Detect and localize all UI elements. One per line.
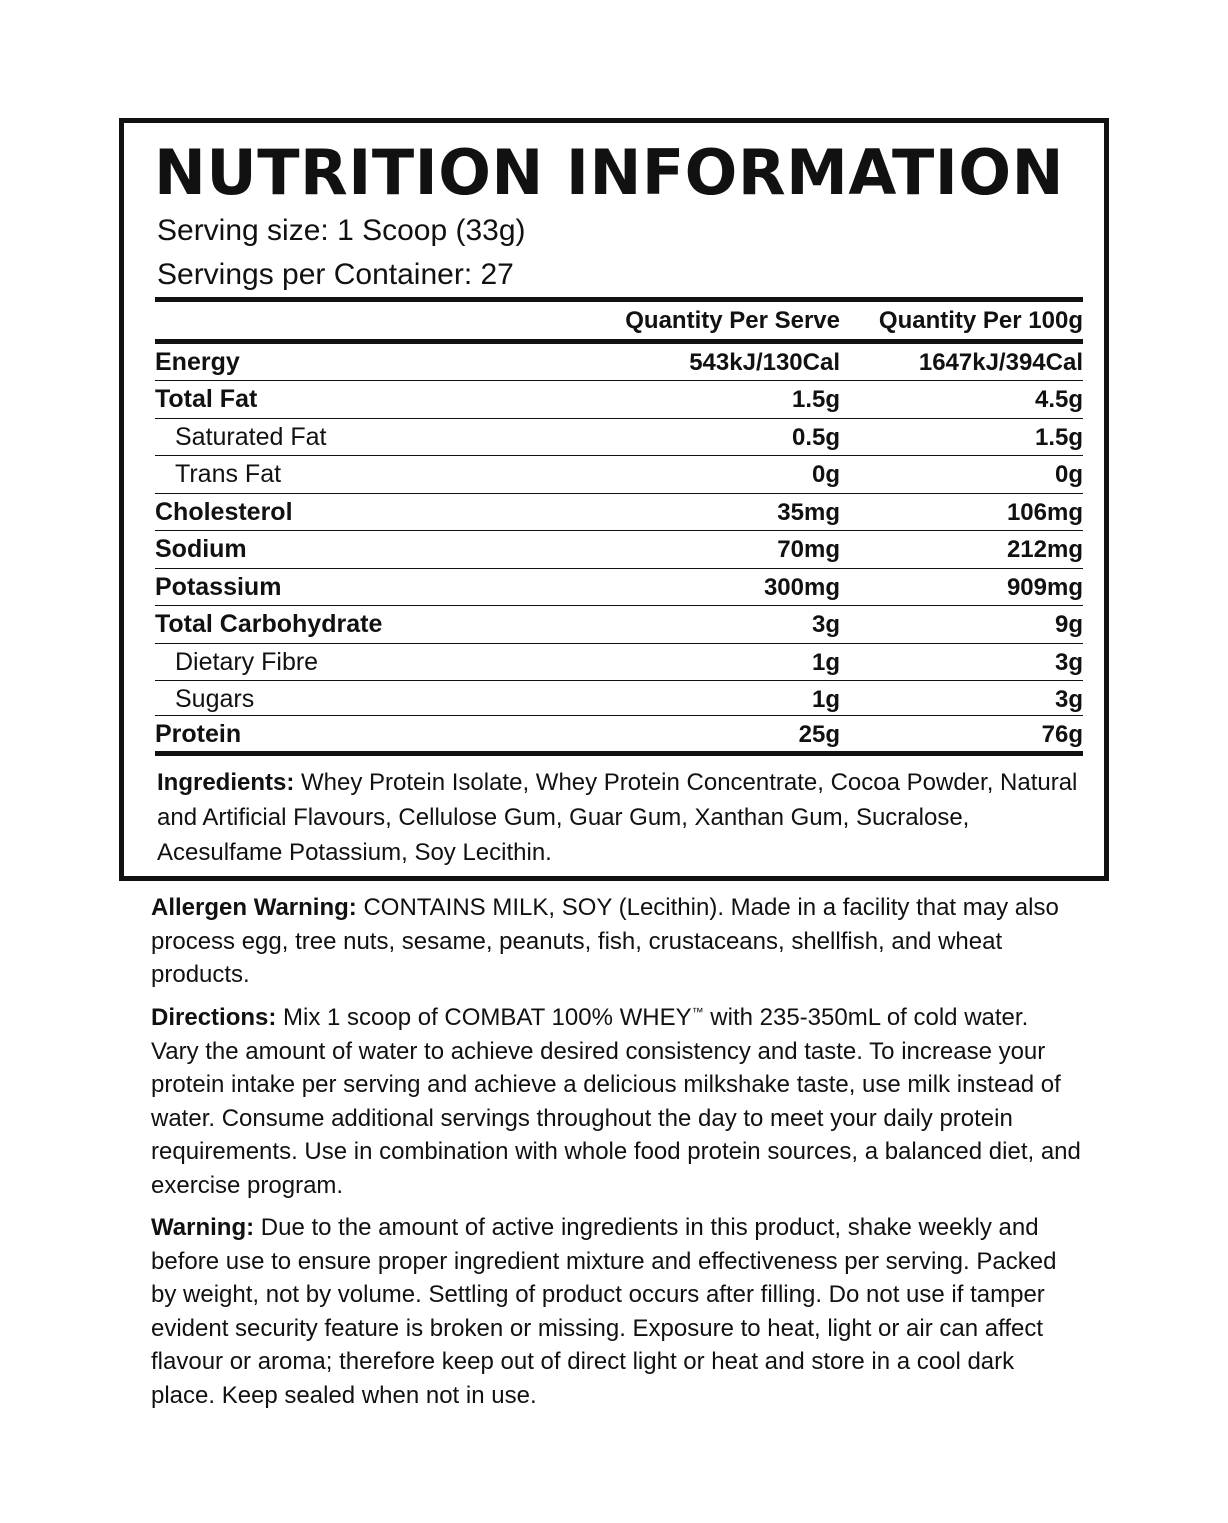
row-label: Potassium — [155, 573, 282, 601]
table-row-potassium — [155, 569, 1083, 606]
row-label: Trans Fat — [175, 460, 282, 488]
row-value-per-serve: 1g — [811, 649, 840, 676]
column-header-per-100g: Quantity Per 100g — [878, 307, 1083, 334]
row-value-per-100g: 76g — [1041, 721, 1083, 748]
row-value-per-serve: 543kJ/130Cal — [689, 349, 840, 376]
row-value-per-serve: 1g — [811, 686, 840, 713]
allergen-label: Allergen Warning: — [151, 894, 357, 921]
table-header — [155, 303, 1083, 339]
ingredients-list: Whey Protein Isolate, Whey Protein Concentrate, Cocoa Powder, Natural and Artificial Flavours, Cellulose Gum, Guar Gum, Xanthan Gum, Sucralose, Acesulfame Potassium, Soy Lecithin. — [157, 769, 1078, 866]
row-value-per-100g: 3g — [1054, 649, 1083, 676]
row-value-per-100g: 9g — [1054, 611, 1083, 638]
servings-per-container: Servings per Container: 27 — [157, 258, 514, 291]
row-value-per-100g: 212mg — [1006, 536, 1083, 563]
table-row-cholesterol — [155, 494, 1083, 531]
row-value-per-100g: 4.5g — [1034, 386, 1083, 413]
serving-size: Serving size: 1 Scoop (33g) — [157, 214, 526, 247]
directions-text-after: with 235-350mL of cold water. Vary the amount of water to achieve desired consistency and taste. To increase your protein intake per serving and achieve a delicious milkshake taste, use milk instead of water. Consume additional servings throughout the day to meet your daily protein requirements. Use in combination with whole food protein sources, a balanced diet, and exercise program. — [151, 1004, 1081, 1199]
warning-text: Due to the amount of active ingredients in this product, shake weekly and before use to ensure proper ingredient mixture and effectiveness per serving. Packed by weight, not by volume. Settling of product occurs after filling. Do not use if tamper evident security feature is broken or missing. Exposure to heat, light or air can affect flavour or aroma; therefore keep out of direct light or heat and store in a cool dark place. Keep sealed when not in use. — [151, 1214, 1057, 1409]
row-value-per-serve: 25g — [798, 721, 840, 748]
table-row-saturated-fat — [155, 419, 1083, 456]
row-value-per-100g: 0g — [1054, 461, 1083, 488]
directions-text-before: Mix 1 scoop of COMBAT 100% WHEY — [276, 1004, 692, 1031]
row-value-per-100g: 1.5g — [1034, 424, 1083, 451]
row-value-per-serve: 0g — [811, 461, 840, 488]
row-label: Energy — [155, 348, 240, 376]
table-row-energy — [155, 344, 1083, 381]
table-row-total-fat — [155, 381, 1083, 418]
row-label: Total Fat — [155, 385, 258, 413]
row-value-per-100g: 1647kJ/394Cal — [918, 349, 1083, 376]
row-label: Total Carbohydrate — [155, 610, 383, 638]
trademark-symbol: ™ — [691, 1005, 704, 1019]
warning — [151, 1211, 1081, 1412]
column-header-per-serve: Quantity Per Serve — [625, 307, 840, 334]
row-label: Sodium — [155, 535, 247, 563]
warning-label: Warning: — [151, 1214, 255, 1241]
row-value-per-100g: 3g — [1054, 686, 1083, 713]
nutrition-panel — [119, 118, 1109, 881]
thick-divider-bottom — [155, 751, 1083, 756]
row-value-per-100g: 106mg — [1006, 499, 1083, 526]
row-label: Dietary Fibre — [175, 648, 319, 676]
ingredients-label: Ingredients: — [157, 769, 295, 796]
row-label: Sugars — [175, 685, 255, 713]
row-value-per-serve: 1.5g — [791, 386, 840, 413]
row-value-per-serve: 300mg — [763, 574, 840, 601]
thick-divider-top — [155, 297, 1083, 302]
row-label: Saturated Fat — [175, 423, 327, 451]
directions-label: Directions: — [151, 1004, 277, 1031]
row-label: Protein — [155, 720, 242, 748]
ingredients-text — [157, 765, 1087, 870]
row-value-per-serve: 70mg — [777, 536, 840, 563]
table-row-dietary-fibre — [155, 644, 1083, 681]
row-value-per-serve: 0.5g — [791, 424, 840, 451]
table-row-trans-fat — [155, 456, 1083, 493]
allergen-text: CONTAINS MILK, SOY (Lecithin). Made in a facility that may also process egg, tree nuts, sesame, peanuts, fish, crustaceans, shellfish, and wheat products. — [151, 894, 1059, 988]
table-row-protein — [155, 716, 1083, 753]
row-value-per-serve: 35mg — [777, 499, 840, 526]
allergen-warning — [151, 891, 1081, 992]
table-row-total-carbohydrate — [155, 606, 1083, 643]
table-row-sodium — [155, 531, 1083, 568]
directions — [151, 1001, 1081, 1202]
table-row-sugars — [155, 681, 1083, 718]
row-value-per-serve: 3g — [811, 611, 840, 638]
row-value-per-100g: 909mg — [1006, 574, 1083, 601]
row-label: Cholesterol — [155, 498, 293, 526]
panel-title: NUTRITION INFORMATION — [154, 136, 1064, 209]
